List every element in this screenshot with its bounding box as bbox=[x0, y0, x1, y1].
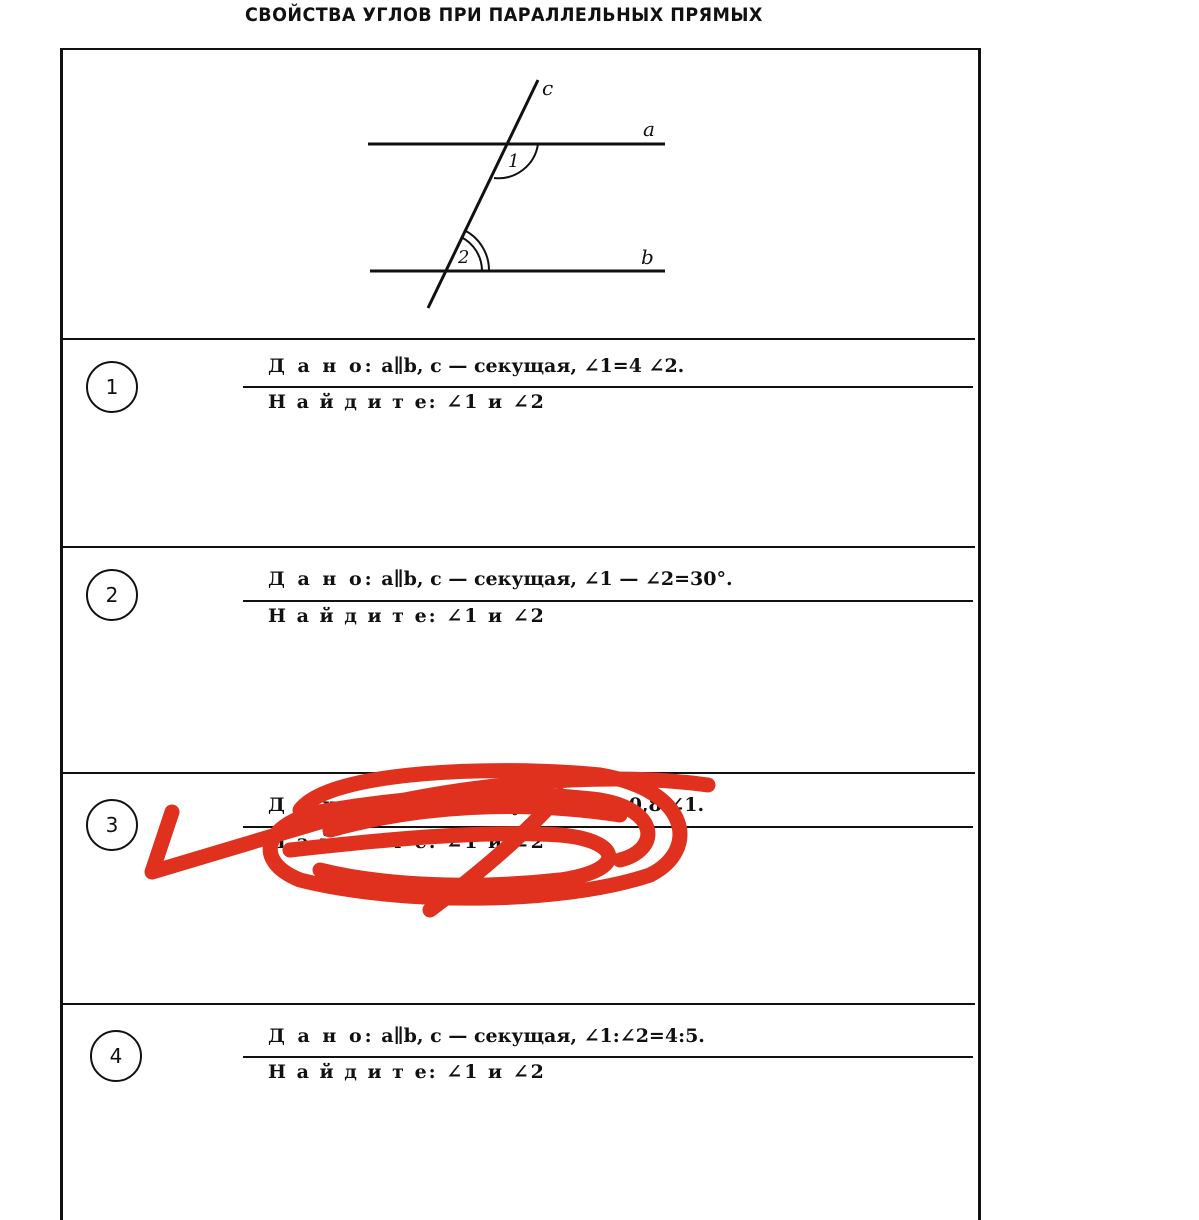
label-angle-2: 2 bbox=[458, 247, 470, 268]
label-angle-1: 1 bbox=[508, 151, 520, 172]
task-3-find: Н а й д и т е: ∠1 и ∠2 bbox=[268, 831, 546, 853]
label-b: b bbox=[641, 245, 654, 269]
given-text: a∥b, c — секущая, ∠2=0,8 ∠1. bbox=[374, 794, 705, 816]
given-label: Д а н о: bbox=[268, 568, 375, 590]
given-text: a∥b, c — секущая, ∠1=4 ∠2. bbox=[374, 355, 685, 377]
given-label: Д а н о: bbox=[268, 355, 375, 377]
given-text: a∥b, c — секущая, ∠1:∠2=4:5. bbox=[374, 1025, 705, 1047]
given-text: a∥b, c — секущая, ∠1 — ∠2=30°. bbox=[374, 568, 733, 590]
task-4-find: Н а й д и т е: ∠1 и ∠2 bbox=[268, 1061, 546, 1083]
label-c: c bbox=[542, 76, 554, 100]
task-number-2: 2 bbox=[86, 569, 138, 621]
task-2-find: Н а й д и т е: ∠1 и ∠2 bbox=[268, 605, 546, 627]
label-a: a bbox=[643, 117, 655, 141]
page-title: СВОЙСТВА УГЛОВ ПРИ ПАРАЛЛЕЛЬНЫХ ПРЯМЫХ bbox=[245, 4, 763, 26]
given-label: Д а н о: bbox=[268, 794, 375, 816]
given-label: Д а н о: bbox=[268, 1025, 375, 1047]
task-number-3: 3 bbox=[86, 799, 138, 851]
task-1-find: Н а й д и т е: ∠1 и ∠2 bbox=[268, 391, 546, 413]
task-number-1: 1 bbox=[86, 361, 138, 413]
task-number-4: 4 bbox=[90, 1030, 142, 1082]
